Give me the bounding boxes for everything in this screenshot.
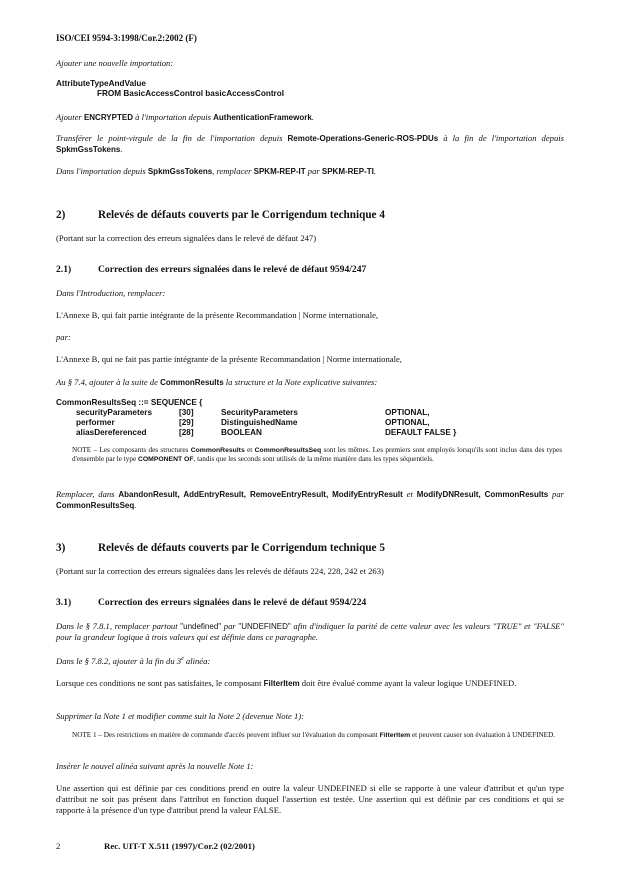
asn-field-type: SecurityParameters: [221, 408, 298, 417]
section-2-subtitle: (Portant sur la correction des erreurs signalées dans le relevé de défaut 247): [56, 233, 317, 243]
footer-reference: Rec. UIT-T X.511 (1997)/Cor.2 (02/2001): [104, 841, 255, 851]
asn-field-tag: [29]: [179, 418, 194, 427]
instruction-add-encrypted: Ajouter ENCRYPTED à l'importation depuis AuthenticationFramework.: [56, 112, 314, 122]
asn-sequence-body: [76, 408, 556, 438]
instruction-in-introduction: Dans l'Introduction, remplacer:: [56, 288, 166, 298]
asn-field-tag: [30]: [179, 408, 194, 417]
instruction-replace-in-results: Remplacer, dans AbandonResult, AddEntryResult, RemoveEntryResult, ModifyEntryResult et ModifyDNResult, CommonResults par CommonResultsSeq.: [56, 489, 564, 510]
text-filteritem-undefined: Lorsque ces conditions ne sont pas satisfaites, le composant FilterItem doit être évalué comme ayant la valeur logique UNDEFINED.: [56, 678, 517, 688]
note-1-access-control: NOTE 1 – Des restrictions en matière de commande d'accès peuvent influer sur l'évaluation du composant FilterItem et peuvent causer son évaluation à UNDEFINED.: [72, 731, 556, 739]
page-number: 2: [56, 841, 61, 851]
code-line-from: FROM BasicAccessControl basicAccessControl: [97, 89, 285, 98]
instruction-replace-spkm: Dans l'importation depuis SpkmGssTokens, remplacer SPKM-REP-IT par SPKM-REP-TI.: [56, 166, 377, 176]
text-par: par:: [56, 332, 71, 342]
asn-field-name: aliasDereferenced: [76, 428, 147, 437]
section-2-heading: 2) Relevés de défauts couverts par le Corrigendum technique 4: [56, 209, 385, 221]
section-2-1-heading: 2.1) Correction des erreurs signalées dans le relevé de défaut 9594/247: [56, 264, 367, 275]
text-annex-b-old: L'Annexe B, qui fait partie intégrante de la présente Recommandation | Norme internationale,: [56, 310, 379, 320]
note-common-results: NOTE – Les composants des structures CommonResults et CommonResultsSeq sont les mêmes. Les premiers sont employés lorsqu'ils sont inclus dans des types d'ensemble par le type COMPONENT OF, tandis que les seconds sont utilisés de la même manière dans les types séquentiels.: [72, 446, 563, 463]
asn-table: [76, 408, 456, 438]
text-annex-b-new: L'Annexe B, qui ne fait pas partie intégrante de la présente Recommandation | Norme internationale,: [56, 354, 402, 364]
asn-field-option: OPTIONAL,: [385, 418, 430, 427]
instruction-section-7-4: Au § 7.4, ajouter à la suite de CommonResults la structure et la Note explicative suivantes:: [56, 377, 378, 387]
asn-field-name: performer: [76, 418, 115, 427]
instruction-move-semicolon: Transférer le point-virgule de la fin de l'importation depuis Remote-Operations-Generic-ROS-PDUs à la fin de l'importation depuis SpkmGssTokens.: [56, 133, 564, 154]
asn-field-name: securityParameters: [76, 408, 153, 417]
section-3-1-heading: 3.1) Correction des erreurs signalées dans le relevé de défaut 9594/224: [56, 597, 367, 608]
asn-row: [76, 418, 456, 428]
asn-sequence-head: CommonResultsSeq ::= SEQUENCE {: [56, 398, 203, 407]
asn-row: [76, 428, 456, 438]
instruction-delete-note: Supprimer la Note 1 et modifier comme suit la Note 2 (devenue Note 1):: [56, 711, 304, 721]
page-footer: [56, 841, 564, 851]
instruction-section-7-8-1: Dans le § 7.8.1, remplacer partout "undefined" par "UNDEFINED" afin d'indiquer la parité de cette valeur avec les valeurs "TRUE" et "FALSE" pour la grandeur logique à trois valeurs qui est définie dans ce paragraphe.: [56, 621, 564, 642]
asn-field-option: DEFAULT FALSE }: [385, 428, 457, 437]
section-3-subtitle: (Portant sur la correction des erreurs signalées dans les relevés de défauts 224, 228, 242 et 263): [56, 566, 384, 576]
asn-field-type: BOOLEAN: [221, 428, 262, 437]
text-assertion-undefined: Une assertion qui est définie par ces conditions prend en outre la valeur UNDEFINED si elle se rapporte à une valeur d'attribut et qu'un type d'attribut ne soit pas présent dans l'attribut en fonction duquel l'assertion est testée. Une assertion qui est définie par ces conditions et qui se rapporte à la présence d'un type d'attribut prend la valeur FALSE.: [56, 783, 564, 815]
asn-row: [76, 408, 456, 418]
asn-field-type: DistinguishedName: [221, 418, 298, 427]
instruction-section-7-8-2: Dans le § 7.8.2, ajouter à la fin du 3e alinéa:: [56, 655, 211, 666]
page-header: ISO/CEI 9594-3:1998/Cor.2:2002 (F): [56, 33, 197, 43]
instruction-insert-paragraph: Insérer le nouvel alinéa suivant après la nouvelle Note 1:: [56, 761, 254, 771]
code-line-attribute: AttributeTypeAndValue: [56, 79, 146, 88]
asn-field-tag: [28]: [179, 428, 194, 437]
asn-field-option: OPTIONAL,: [385, 408, 430, 417]
section-3-heading: 3) Relevés de défauts couverts par le Corrigendum technique 5: [56, 542, 385, 554]
instruction-new-import: Ajouter une nouvelle importation:: [56, 58, 174, 68]
